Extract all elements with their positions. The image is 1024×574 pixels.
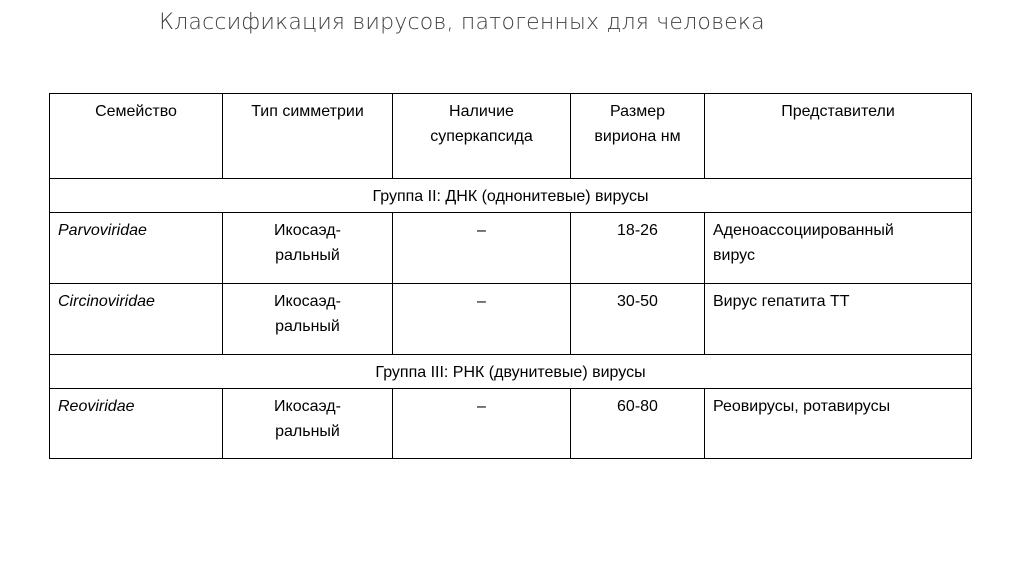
symmetry-line1: Икосаэд- xyxy=(274,222,341,239)
header-family: Семейство xyxy=(50,94,223,179)
supercapsid-cell: – xyxy=(393,389,571,459)
symmetry-cell xyxy=(223,213,393,284)
symmetry-line2: ральный xyxy=(275,423,340,440)
header-size xyxy=(571,94,705,179)
representatives-cell xyxy=(705,284,972,355)
symmetry-cell xyxy=(223,389,393,459)
group-label-dna: Группа II: ДНК (однонитевые) вирусы xyxy=(50,179,972,213)
group-row xyxy=(50,179,972,213)
representatives-line1: Аденоассоциированный xyxy=(713,222,894,239)
supercapsid-cell: – xyxy=(393,284,571,355)
representatives-line1: Вирус гепатита ТТ xyxy=(713,293,850,310)
table-row xyxy=(50,284,972,355)
representatives-cell xyxy=(705,213,972,284)
family-cell: Reoviridae xyxy=(50,389,223,459)
representatives-line1: Реовирусы, ротавирусы xyxy=(713,398,891,415)
symmetry-cell xyxy=(223,284,393,355)
header-size-line2: вириона нм xyxy=(594,128,681,145)
header-supercapsid xyxy=(393,94,571,179)
header-supercapsid-line2: суперкапсида xyxy=(430,128,533,145)
group-row xyxy=(50,355,972,389)
header-representatives: Представители xyxy=(705,94,972,179)
representatives-line2: вирус xyxy=(713,247,755,264)
supercapsid-cell: – xyxy=(393,213,571,284)
size-cell: 60-80 xyxy=(571,389,705,459)
family-cell: Circinoviridae xyxy=(50,284,223,355)
slide-title: Классификация вирусов, патогенных для человека xyxy=(159,10,765,35)
header-size-line1: Размер xyxy=(610,103,665,120)
header-supercapsid-line1: Наличие xyxy=(449,103,514,120)
symmetry-line1: Икосаэд- xyxy=(274,293,341,310)
representatives-cell xyxy=(705,389,972,459)
symmetry-line2: ральный xyxy=(275,318,340,335)
symmetry-line1: Икосаэд- xyxy=(274,398,341,415)
symmetry-line2: ральный xyxy=(275,247,340,264)
virus-classification-table xyxy=(49,93,972,459)
table-row xyxy=(50,389,972,459)
size-cell: 30-50 xyxy=(571,284,705,355)
header-symmetry: Тип симметрии xyxy=(223,94,393,179)
family-cell: Parvoviridae xyxy=(50,213,223,284)
table-row xyxy=(50,213,972,284)
table-header-row xyxy=(50,94,972,179)
size-cell: 18-26 xyxy=(571,213,705,284)
group-label-rna: Группа III: РНК (двунитевые) вирусы xyxy=(50,355,972,389)
